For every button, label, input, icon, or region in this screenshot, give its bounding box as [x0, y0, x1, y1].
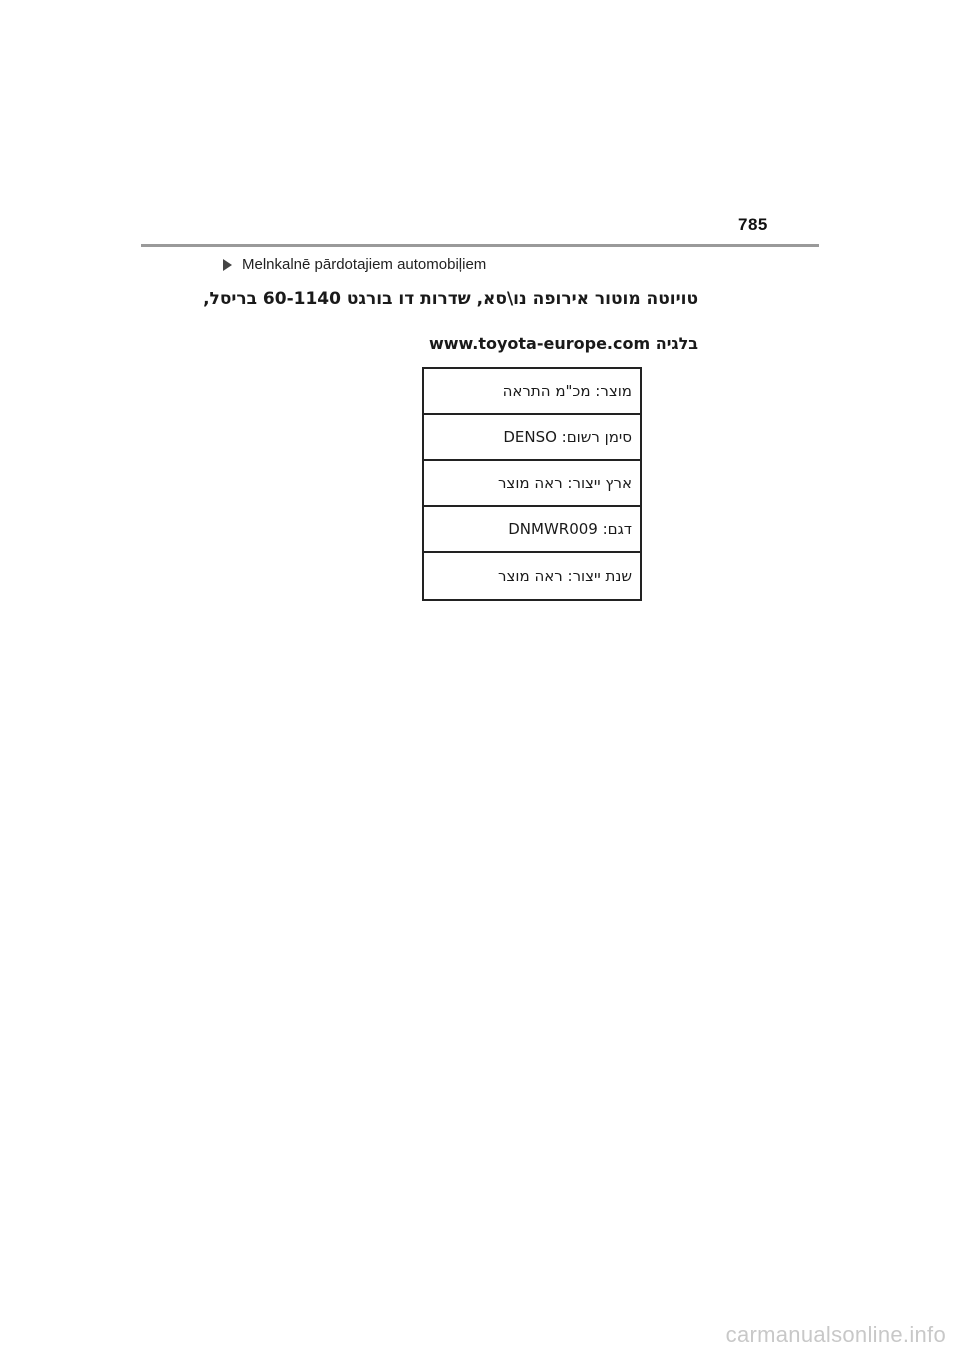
- triangle-right-icon: [223, 259, 232, 271]
- importer-address: טויוטה מוטור אירופה נו\סא, שדרות דו בורגט 60-1140 בריסל,: [203, 289, 698, 309]
- label-row-product: מוצר: מכ"מ התראה: [424, 369, 640, 415]
- site-watermark: carmanualsonline.info: [725, 1322, 946, 1347]
- header-rule: [141, 244, 819, 247]
- section-heading: [223, 256, 486, 273]
- importer-website: בלגיה www.toyota-europe.com: [428, 334, 698, 353]
- label-row-country: ארץ ייצור: ראה מוצר: [424, 461, 640, 507]
- product-label-table: [422, 367, 642, 601]
- page-number: 785: [738, 215, 768, 234]
- label-row-model: דגם: DNMWR009: [424, 507, 640, 553]
- label-row-year: שנת ייצור: ראה מוצר: [498, 567, 632, 585]
- section-heading-label: Melnkalnē pārdotajiem automobiļiem: [242, 256, 487, 273]
- label-row-brand: סימן רשום: DENSO: [424, 415, 640, 461]
